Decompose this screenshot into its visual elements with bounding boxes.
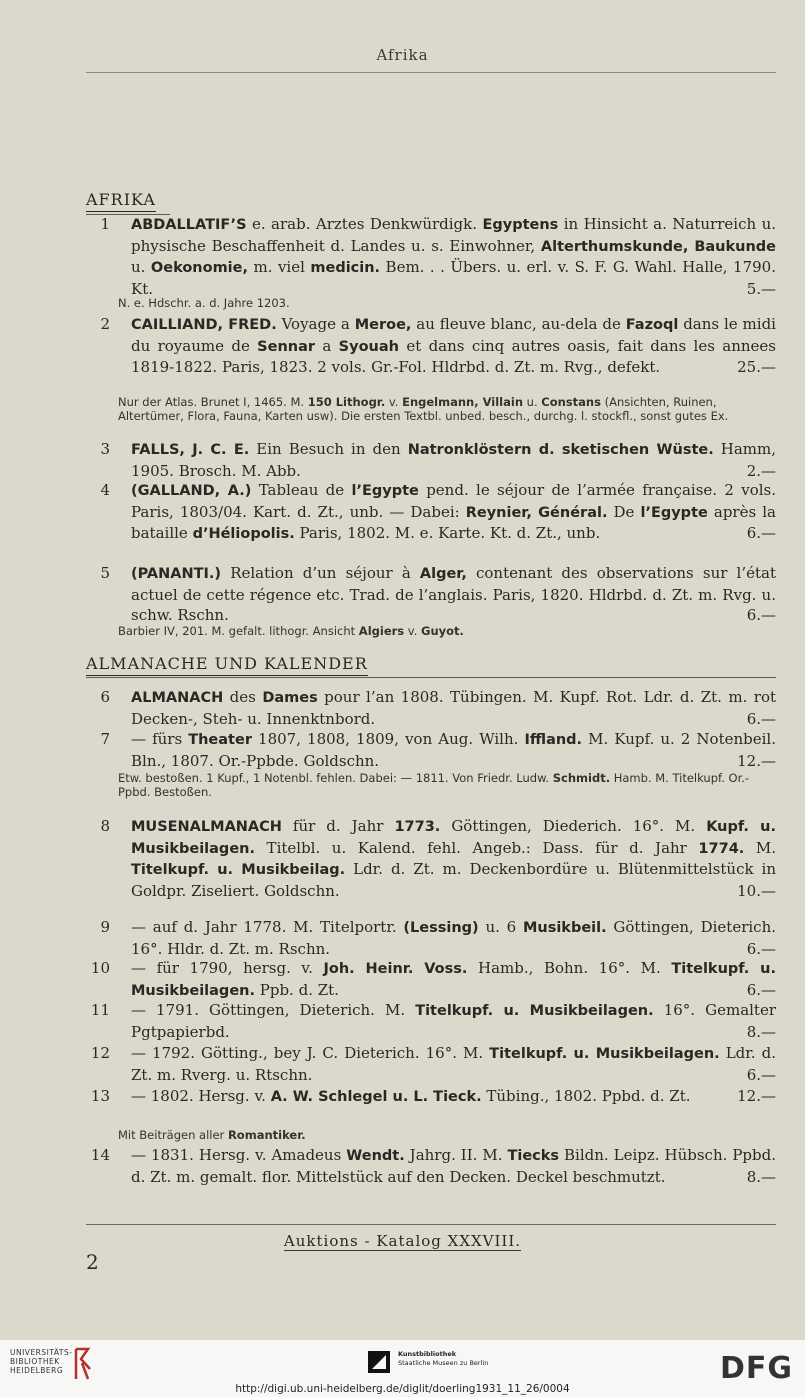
bold-term: Titelkupf. u. Musikbeilagen. — [415, 1003, 654, 1019]
entry-text: — auf d. Jahr 1778. M. Titelportr. (Lessing) u. 6 Musikbeil. Göttingen, Dieterich. 16°. Hldr. d. Zt. m. Rschn. 6.— — [131, 918, 777, 958]
entry-text: — 1791. Göttingen, Dieterich. M. Titelkupf. u. Musikbeilagen. 16°. Gemalter Pgtpapierbd. 8.— — [131, 1001, 777, 1041]
permalink-url[interactable]: http://digi.ub.uni-heidelberg.de/diglit/doerling1931_11_26/0004 — [235, 1383, 570, 1395]
university-library-name — [10, 1348, 80, 1375]
bold-term: l’Egypte — [640, 504, 708, 521]
uni-line: UNIVERSITÄTS- — [10, 1348, 73, 1357]
bold-term: Reynier, Général. — [465, 504, 608, 521]
header-rule — [86, 72, 776, 73]
bold-term: Meroe, — [354, 317, 412, 333]
entry-note: Barbier IV, 201. M. gefalt. lithogr. Ansicht Algiers v. Guyot. — [118, 624, 464, 638]
entry-text: — 1802. Hersg. v. A. W. Schlegel u. L. Tieck. Tübing., 1802. Ppbd. d. Zt. 12.— — [131, 1087, 776, 1105]
bold-term: Alterthumskunde, Baukunde — [540, 238, 776, 255]
kb-name: Kunstbibliothek — [398, 1350, 457, 1358]
entry-price: 2.— — [746, 461, 776, 480]
bold-term: Oekonomie, — [150, 260, 248, 276]
bold-term: medicin. — [310, 260, 381, 276]
bold-term: A. W. Schlegel u. L. Tieck. — [270, 1089, 482, 1105]
bold-term: Theater — [188, 732, 252, 748]
footer-rule — [86, 1224, 776, 1225]
bold-term: Sennar — [257, 338, 316, 355]
bold-term: Titelkupf. u. Musikbeilag. — [131, 862, 346, 878]
entry-number: 9 — [100, 918, 110, 936]
viewer-footer — [0, 1340, 805, 1397]
entry-price: 12.— — [737, 751, 776, 770]
entry-number: 11 — [90, 1001, 110, 1019]
bold-term: (Lessing) — [403, 920, 479, 936]
bold-term: (PANANTI.) — [131, 566, 222, 582]
bold-term: MUSENALMANACH — [131, 819, 282, 835]
bold-term: Fazoql — [625, 317, 679, 333]
entry-text: FALLS, J. C. E. Ein Besuch in den Natronklöstern d. sketischen Wüste. Hamm, 1905. Brosch. M. Abb. 2.— — [131, 440, 777, 480]
entry-note: N. e. Hdschr. a. d. Jahre 1203. — [118, 296, 290, 310]
kunstbibliothek-logo-icon — [368, 1351, 390, 1373]
bold-term: CAILLIAND, FRED. — [131, 317, 277, 333]
bold-term: Titelkupf. u. Musikbeilagen. — [489, 1046, 720, 1062]
entry-price: 6.— — [746, 939, 776, 958]
bold-term: Egyptens — [482, 217, 559, 233]
running-header: Afrika — [376, 46, 429, 64]
entry-text: (GALLAND, A.) Tableau de l’Egypte pend. le séjour de l’armée française. 2 vols. Paris, 1803/04. Kart. d. Zt., unb. — Dabei: Reynier, Général. De l’Egypte après la bataille d’Héliopolis. Paris, 1802. M. e. Karte. Kt. d. Zt., unb. 6.— — [131, 481, 776, 542]
bold-term: Algiers — [358, 624, 405, 638]
entry-number: 6 — [100, 688, 110, 706]
kunstbibliothek-name — [398, 1350, 488, 1368]
entry-price: 6.— — [746, 606, 776, 624]
university-logo-icon — [72, 1347, 94, 1381]
bold-term: ABDALLATIF’S — [131, 217, 247, 233]
bold-term: Schmidt. — [552, 771, 611, 785]
entry-price: 6.— — [746, 709, 776, 728]
entry-number: 2 — [100, 315, 110, 333]
entry-price: 6.— — [746, 524, 776, 542]
entry-price: 6.— — [746, 1065, 776, 1084]
bold-term: Kupf. u. Musikbeilagen. — [131, 819, 776, 857]
entry-number: 8 — [100, 817, 110, 835]
entry-text: MUSENALMANACH für d. Jahr 1773. Göttingen, Diederich. 16°. M. Kupf. u. Musikbeilagen. Titelbl. u. Kalend. fehl. Angeb.: Dass. für d. Jahr 1774. M. Titelkupf. u. Musikbeilag. Ldr. d. Zt. m. Deckenbordüre u. Blütenmittelstück in Goldpr. Ziseliert. Goldschn. 10.— — [131, 817, 776, 900]
uni-line: BIBLIOTHEK — [10, 1357, 60, 1366]
entry-text: — 1831. Hersg. v. Amadeus Wendt. Jahrg. II. M. Tiecks Bildn. Leipz. Hübsch. Ppbd. d. Zt. m. gemalt. flor. Mittelstück auf den Decken. Deckel beschmutzt. 8.— — [131, 1146, 777, 1186]
bold-term: Constans — [541, 395, 601, 409]
entry-number: 14 — [90, 1146, 110, 1164]
entry-price: 5.— — [746, 279, 776, 298]
bold-term: d’Héliopolis. — [192, 526, 295, 542]
entry-text: CAILLIAND, FRED. Voyage a Meroe, au fleuve blanc, au-dela de Fazoql dans le midi du royaume de Sennar a Syouah et dans cinq autres oasis, fait dans les annees 1819-1822. Paris, 1823. 2 vols. Gr.-Fol. Hldrbd. d. Zt. m. Rvg., defekt. 25.— — [131, 315, 776, 376]
entry-price: 8.— — [746, 1022, 776, 1041]
bold-term: 1773. — [394, 819, 441, 835]
entry-note: Etw. bestoßen. 1 Kupf., 1 Notenbl. fehlen. Dabei: — 1811. Von Friedr. Ludw. Schmidt. Hamb. M. Titelkupf. Or.-Ppbd. Bestoßen. — [118, 771, 750, 799]
entry-number: 7 — [100, 730, 110, 748]
bold-term: 1774. — [698, 840, 745, 857]
entry-price: 25.— — [737, 358, 776, 376]
entry-price: 10.— — [737, 881, 776, 900]
bold-term: Iffland. — [524, 732, 583, 748]
bold-term: Tiecks — [507, 1148, 560, 1164]
entry-number: 3 — [100, 440, 110, 458]
entry-number: 10 — [90, 959, 110, 977]
bold-term: ALMANACH — [131, 690, 224, 706]
bold-term: FALLS, J. C. E. — [131, 442, 250, 458]
entry-number: 5 — [100, 564, 110, 582]
bold-term: 150 Lithogr. — [307, 395, 386, 409]
bold-term: Joh. Heinr. Voss. — [323, 961, 468, 977]
entry-price: 6.— — [746, 980, 776, 999]
page-number: 2 — [86, 1250, 99, 1274]
entry-note: Nur der Atlas. Brunet I, 1465. M. 150 Lithogr. v. Engelmann, Villain u. Constans (Ansichten, Ruinen, Altertümer, Flora, Fauna, Karten usw). Die ersten Textbl. unbed. besch., durchg. l. stockfl., sonst gutes Ex. — [118, 395, 729, 423]
entry-text: (PANANTI.) Relation d’un séjour à Alger, contenant des observations sur l’état actuel de cette régence etc. Trad. de l’anglais. Paris, 1820. Hldrbd. d. Zt. m. Rvg. u. schw. Rschn. 6.— — [131, 564, 776, 624]
entry-price: 12.— — [737, 1087, 776, 1105]
bold-term: Natronklöstern d. sketischen Wüste. — [407, 442, 714, 458]
bold-term: Wendt. — [346, 1148, 405, 1164]
bold-term: Guyot. — [421, 624, 464, 638]
kb-subtitle: Staatliche Museen zu Berlin — [398, 1359, 489, 1367]
entry-note: Mit Beiträgen aller Romantiker. — [118, 1128, 306, 1142]
bold-term: Dames — [262, 690, 318, 706]
entry-number: 13 — [90, 1087, 110, 1105]
dfg-logo: DFG — [719, 1351, 793, 1386]
entry-text: — 1792. Götting., bey J. C. Dieterich. 16°. M. Titelkupf. u. Musikbeilagen. Ldr. d. Zt. m. Rverg. u. Rtschn. 6.— — [131, 1044, 776, 1084]
entry-number: 1 — [100, 215, 110, 233]
bold-term: Musikbeil. — [522, 920, 607, 936]
bold-term: Romantiker. — [227, 1128, 306, 1142]
section-rule — [86, 677, 776, 678]
entry-text: — für 1790, hersg. v. Joh. Heinr. Voss. Hamb., Bohn. 16°. M. Titelkupf. u. Musikbeilagen. Ppb. d. Zt. 6.— — [131, 959, 776, 999]
catalog-title: Auktions - Katalog XXXVIII. — [283, 1232, 522, 1250]
entry-price: 8.— — [746, 1167, 776, 1186]
bold-term: l’Egypte — [351, 483, 419, 499]
bold-term: Titelkupf. u. Musikbeilagen. — [131, 961, 776, 999]
entry-text: ABDALLATIF’S e. arab. Arztes Denkwürdigk. Egyptens in Hinsicht a. Naturreich u. physische Beschaffenheit d. Landes u. s. Einwohner, Alterthumskunde, Baukunde u. Oekonomie, m. viel medicin. Bem. . . Übers. u. erl. v. S. F. G. Wahl. Halle, 1790. Kt. 5.— — [131, 215, 776, 298]
catalog-footer — [0, 1232, 805, 1250]
section-title-afrika: AFRIKA — [86, 190, 156, 212]
bold-term: Syouah — [338, 338, 399, 355]
entry-text: — fürs Theater 1807, 1808, 1809, von Aug. Wilh. Iffland. M. Kupf. u. 2 Notenbeil. Bln., 1807. Or.-Ppbde. Goldschn. 12.— — [131, 730, 776, 770]
uni-line: HEIDELBERG — [10, 1366, 64, 1375]
entry-number: 4 — [100, 481, 110, 499]
bold-term: Alger, — [419, 566, 467, 582]
bold-term: (GALLAND, A.) — [131, 483, 252, 499]
entry-number: 12 — [90, 1044, 110, 1062]
section-title-almanache: ALMANACHE UND KALENDER — [86, 654, 368, 676]
bold-term: Engelmann, Villain — [402, 395, 524, 409]
entry-text: ALMANACH des Dames pour l’an 1808. Tübingen. M. Kupf. Rot. Ldr. d. Zt. m. rot Decken-, Steh- u. Innenktnbord. 6.— — [131, 688, 777, 728]
